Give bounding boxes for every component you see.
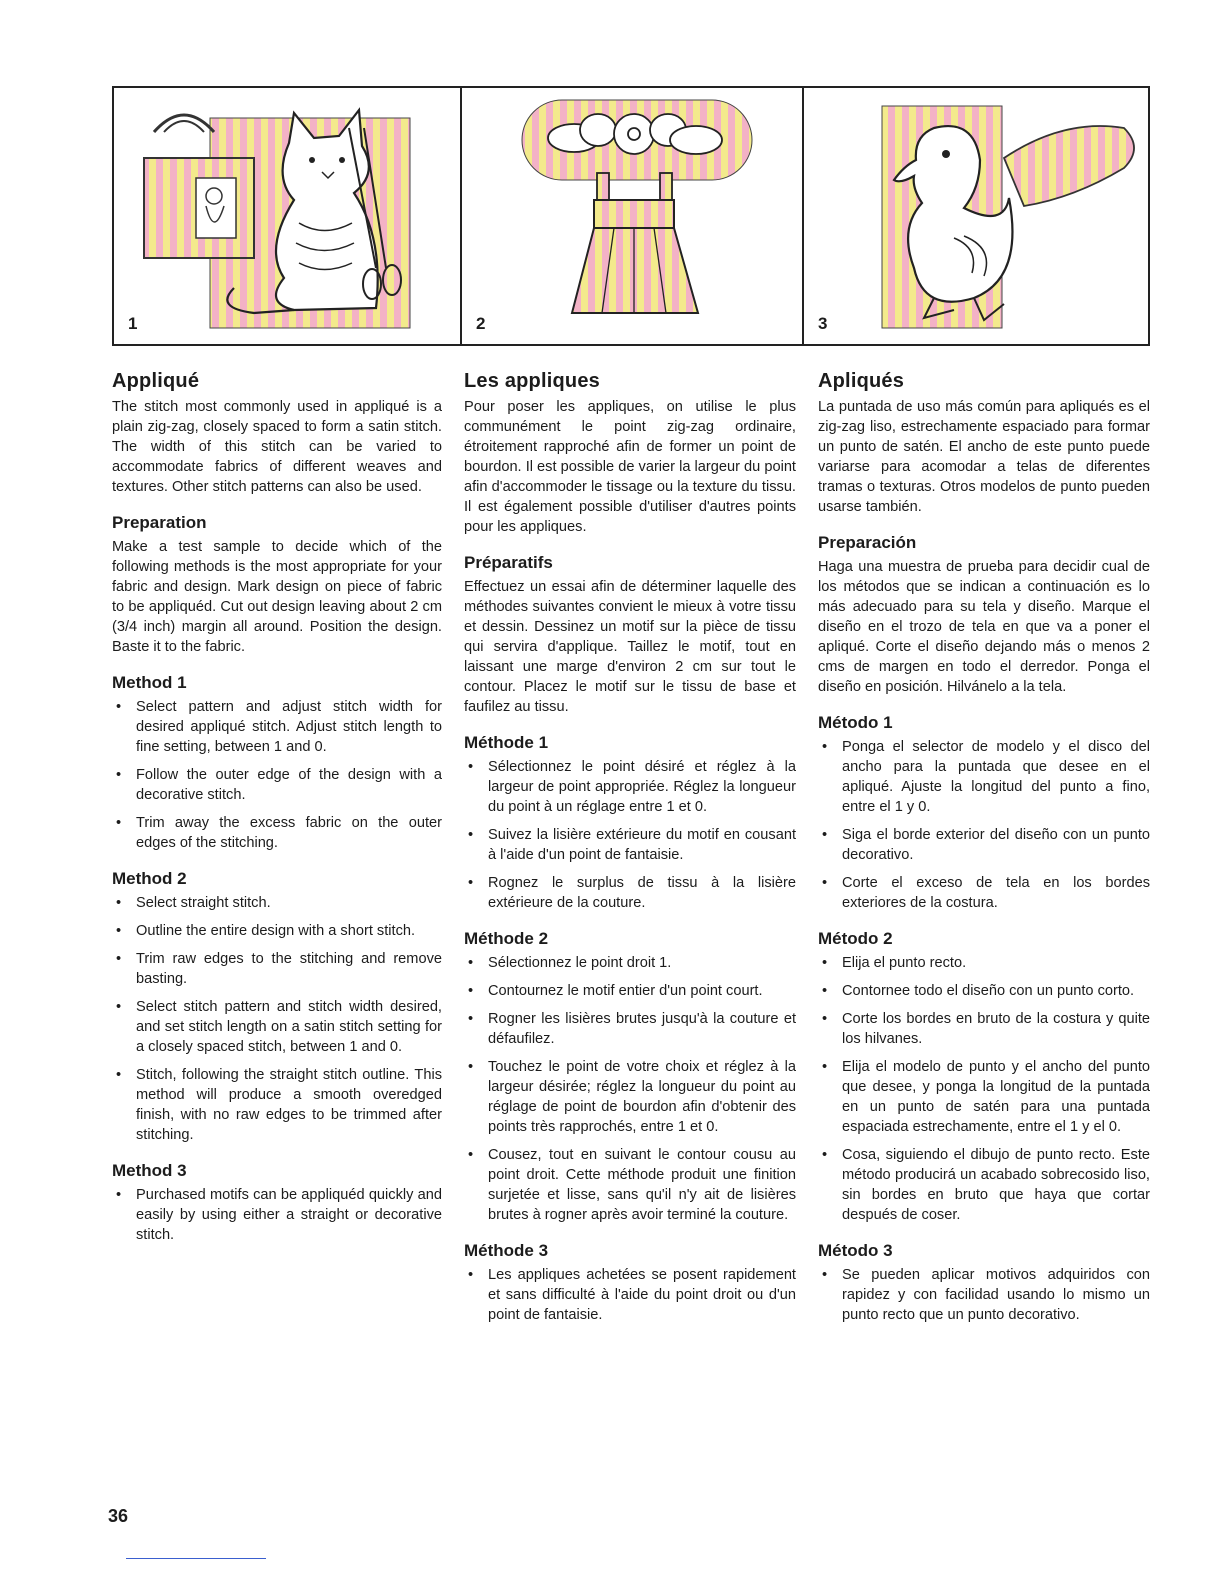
method-2-list [112,893,442,1145]
method-3-heading: Méthode 3 [464,1241,549,1260]
figure-strip [112,86,1150,346]
list-item: • Purchased motifs can be appliquéd quickly and easily by using either a straight or decorative stitch. [112,1185,442,1245]
preparation-heading: Preparation [112,513,207,532]
preparation-text: Make a test sample to decide which of the following methods is the most appropriate for your fabric and design. Mark design on piece of fabric to be appliquéd. Cut out design leaving about 2 cm (3/4 inch) margin all around. Position the design. Baste it to the fabric. [112,539,442,655]
intro-text: La puntada de uso más común para apliqués es el zig-zag liso, estrechamente espaciado para formar un punto de satén. El ancho de este punto puede variarse para acomodar a telas de diferentes tramas o texturas. Otros modelos de punto pueden usarse también. [818,399,1150,515]
method-1-heading: Método 1 [818,713,893,732]
intro-text: The stitch most commonly used in appliqué is a plain zig-zag, closely spaced to form a satin stitch. The width of this stitch can be varied to accommodate fabrics of different weaves and textures. Other stitch patterns can also be used. [112,399,442,495]
list-item: • Siga el borde exterior del diseño con un punto decorativo. [818,825,1150,865]
list-item: • Follow the outer edge of the design with a decorative stitch. [112,765,442,805]
list-item: • Rogner les lisières brutes jusqu'à la couture et défaufilez. [464,1009,796,1049]
method-3-heading: Método 3 [818,1241,893,1260]
preparation-heading: Preparación [818,533,917,552]
section-title: Apliqués [818,370,905,392]
list-item: • Se pueden aplicar motivos adquiridos con rapidez y con facilidad usando lo mismo un punto recto que un punto decorativo. [818,1265,1150,1325]
list-item: • Suivez la lisière extérieure du motif en cousant à l'aide d'un point de fantaisie. [464,825,796,865]
list-item: • Elija el modelo de punto y el ancho del punto que desee, y ponga la longitud de la puntada en un punto de satén para una puntada espaciada estrechamente, entre el 1 y el 0. [818,1057,1150,1137]
column-english [112,370,442,1253]
section-title: Appliqué [112,370,200,392]
list-item: • Contornee todo el diseño con un punto corto. [818,981,1150,1001]
page-number: 36 [108,1506,129,1526]
list-item: • Corte el exceso de tela en los bordes exteriores de la costura. [818,873,1150,913]
method-2-heading: Méthode 2 [464,929,549,948]
method-1-heading: Method 1 [112,673,187,692]
list-item: • Corte los bordes en bruto de la costura y quite los hilvanes. [818,1009,1150,1049]
figure-3 [804,88,1148,344]
intro-text: Pour poser les appliques, on utilise le plus communément le point zig-zag ordinaire, étroitement rapproché afin de former un point de bourdon. Il est possible de varier la largeur du point afin d'accommoder le tissage ou la texture du tissu. Il est également possible d'utiliser d'autres points pour les appliques. [464,399,796,535]
figure-number: 3 [818,314,828,333]
list-item: • Select stitch pattern and stitch width desired, and set stitch length on a satin stitch setting for a closely spaced stitch, between 1 and 0. [112,997,442,1057]
figure-number: 1 [128,314,138,333]
list-item: • Les appliques achetées se posent rapidement et sans difficulté à l'aide du point droit ou d'un point de fantaisie. [464,1265,796,1325]
preparation-text: Effectuez un essai afin de déterminer laquelle des méthodes suivantes convient le mieux à votre tissu et dessin. Dessinez un motif sur la pièce de tissu qui servira d'applique. Taillez le motif, tout en laissant une marge d'environ 2 cm sur tout le contour. Placez le motif sur le tissu de base et faufilez au tissu. [464,579,796,715]
figure-2 [462,88,804,344]
method-2-list [464,953,796,1225]
preparation-heading: Préparatifs [464,553,553,572]
list-item: • Rognez le surplus de tissu à la lisière extérieure de la couture. [464,873,796,913]
list-item: • Cousez, tout en suivant le contour cousu au point droit. Cette méthode produit une finition surjetée et lisse, sans qu'il n'y ait de lisières brutes à rogner après avoir terminé la couture. [464,1145,796,1225]
method-1-list [112,697,442,853]
footer-divider [126,1558,266,1559]
method-3-list [464,1265,796,1325]
list-item: • Select straight stitch. [112,893,442,913]
list-item: • Select pattern and adjust stitch width for desired appliqué stitch. Adjust stitch length to fine setting, between 1 and 0. [112,697,442,757]
duck-illustration [804,88,1148,344]
list-item: • Ponga el selector de modelo y el disco del ancho para la puntada que desee en el apliqué. Ajuste la longitud del punto a fino, entre el 1 y 0. [818,737,1150,817]
method-2-list [818,953,1150,1225]
figure-1 [114,88,462,344]
list-item: • Stitch, following the straight stitch outline. This method will produce a smooth overedged finish, with no raw edges to be trimmed after stitching. [112,1065,442,1145]
method-3-list [818,1265,1150,1325]
method-2-heading: Method 2 [112,869,187,888]
list-item: • Sélectionnez le point désiré et réglez à la largeur de point appropriée. Réglez la longueur du point à un réglage entre 1 et 0. [464,757,796,817]
method-3-heading: Method 3 [112,1161,187,1180]
list-item: • Outline the entire design with a short stitch. [112,921,442,941]
list-item: • Trim away the excess fabric on the outer edges of the stitching. [112,813,442,853]
figure-number: 2 [476,314,486,333]
list-item: • Cosa, siguiendo el dibujo de punto recto. Este método producirá un acabado sobrecosido liso, sin bordes en bruto que haya que cortar después de coser. [818,1145,1150,1225]
column-spanish [818,370,1150,1333]
list-item: • Touchez le point de votre choix et réglez à la largeur désirée; réglez la longueur du point au réglage de point de bourdon afin d'obtenir des points très rapprochés, entre 1 et 0. [464,1057,796,1137]
list-item: • Contournez le motif entier d'un point court. [464,981,796,1001]
section-title: Les appliques [464,370,600,392]
method-3-list [112,1185,442,1245]
preparation-text: Haga una muestra de prueba para decidir cual de los métodos que se indican a continuación es lo más adecuado para su tela y diseño. Marque el diseño en el trozo de tela en que va a poner el apliqué. Corte el diseño dejando más o menos 2 cms de margen en todo el derredor. Ponga el diseño en posición. Hilvánelo a la tela. [818,559,1150,695]
dress-illustration [462,88,804,344]
method-1-list [818,737,1150,913]
method-1-heading: Méthode 1 [464,733,549,752]
list-item: • Elija el punto recto. [818,953,1150,973]
list-item: • Sélectionnez le point droit 1. [464,953,796,973]
cat-illustration [114,88,462,344]
column-french [464,370,796,1333]
method-2-heading: Método 2 [818,929,893,948]
list-item: • Trim raw edges to the stitching and remove basting. [112,949,442,989]
method-1-list [464,757,796,913]
